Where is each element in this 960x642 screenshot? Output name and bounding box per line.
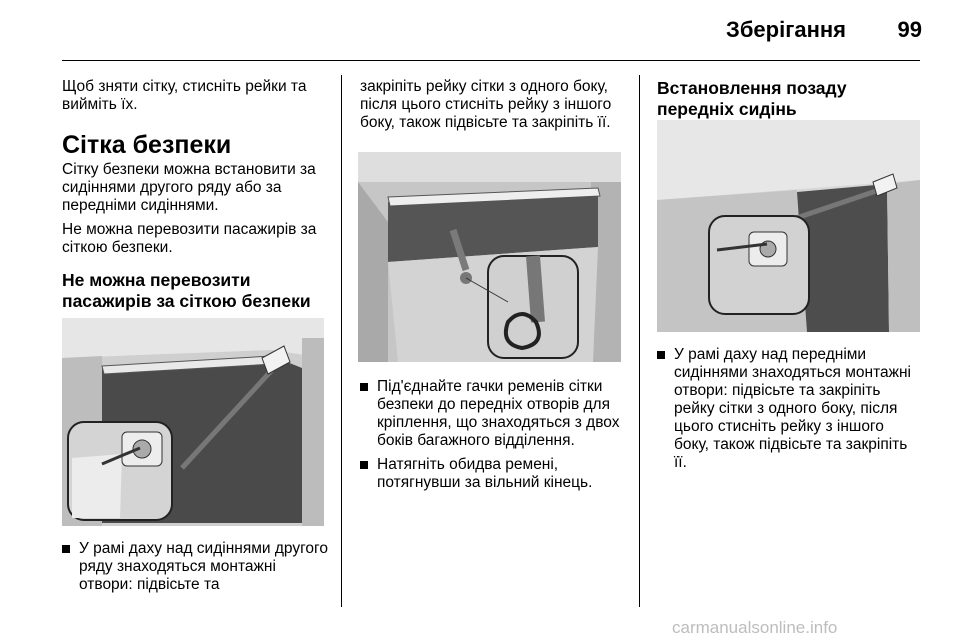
bullet-text: Під'єднайте гачки ременів сітки безпеки до передніх отворів для кріплення, що знаходяться з двох боків багажного відділення. bbox=[377, 378, 620, 449]
bullet-text: Натягніть обидва ремені, потягнувши за вільний кінець. bbox=[377, 456, 593, 491]
figure-net-behind-front-seats bbox=[657, 120, 920, 332]
column-2-bullets bbox=[360, 378, 626, 492]
bullet-item bbox=[360, 456, 626, 492]
section-heading-front: Встановлення позаду передніх сидінь bbox=[657, 78, 847, 119]
bullet-item bbox=[657, 346, 923, 472]
paragraph-1: Сітку безпеки можна встановити за сидіннями другого ряду або за передніми сидіннями. bbox=[62, 161, 316, 214]
paragraph-2: Не можна перевозити пасажирів за сіткою безпеки. bbox=[62, 221, 317, 256]
bullet-marker bbox=[657, 351, 665, 359]
column-1 bbox=[62, 78, 328, 312]
column-3-bullet bbox=[657, 346, 923, 472]
bullet-item bbox=[62, 540, 330, 594]
column-2-top bbox=[360, 78, 626, 132]
page-header-title: Зберігання bbox=[726, 17, 846, 42]
page-number: 99 bbox=[897, 17, 922, 42]
bullet-marker bbox=[360, 383, 368, 391]
section-heading: Сітка безпеки bbox=[62, 131, 232, 159]
column-divider-2 bbox=[639, 75, 640, 607]
intro-text: Щоб зняти сітку, стисніть рейки та вийміть їх. bbox=[62, 78, 307, 113]
subheading: Не можна перевозити пасажирів за сіткою безпеки bbox=[62, 270, 311, 311]
header-rule bbox=[62, 60, 920, 61]
figure-net-behind-second-row bbox=[62, 318, 324, 526]
bullet-text: У рамі даху над передніми сидіннями знаходяться монтажні отвори: підвісьте та закріпіть рейку сітки з одного боку, після цього стисніть рейку з іншого боку, також підвісьте та закріпіть її. bbox=[674, 346, 911, 471]
column-1-bullet bbox=[62, 540, 330, 594]
continued-text: закріпіть рейку сітки з одного боку, після цього стисніть рейку з іншого боку, також підвісьте та закріпіть її. bbox=[360, 78, 612, 131]
bullet-item bbox=[360, 378, 626, 450]
column-divider-1 bbox=[341, 75, 342, 607]
bullet-marker bbox=[62, 545, 70, 553]
watermark: carmanualsonline.info bbox=[672, 618, 838, 637]
bullet-text: У рамі даху над сидіннями другого ряду знаходяться монтажні отвори: підвісьте та bbox=[79, 540, 328, 593]
column-3-top bbox=[657, 78, 923, 120]
figure-strap-hooks bbox=[358, 152, 621, 362]
bullet-marker bbox=[360, 461, 368, 469]
